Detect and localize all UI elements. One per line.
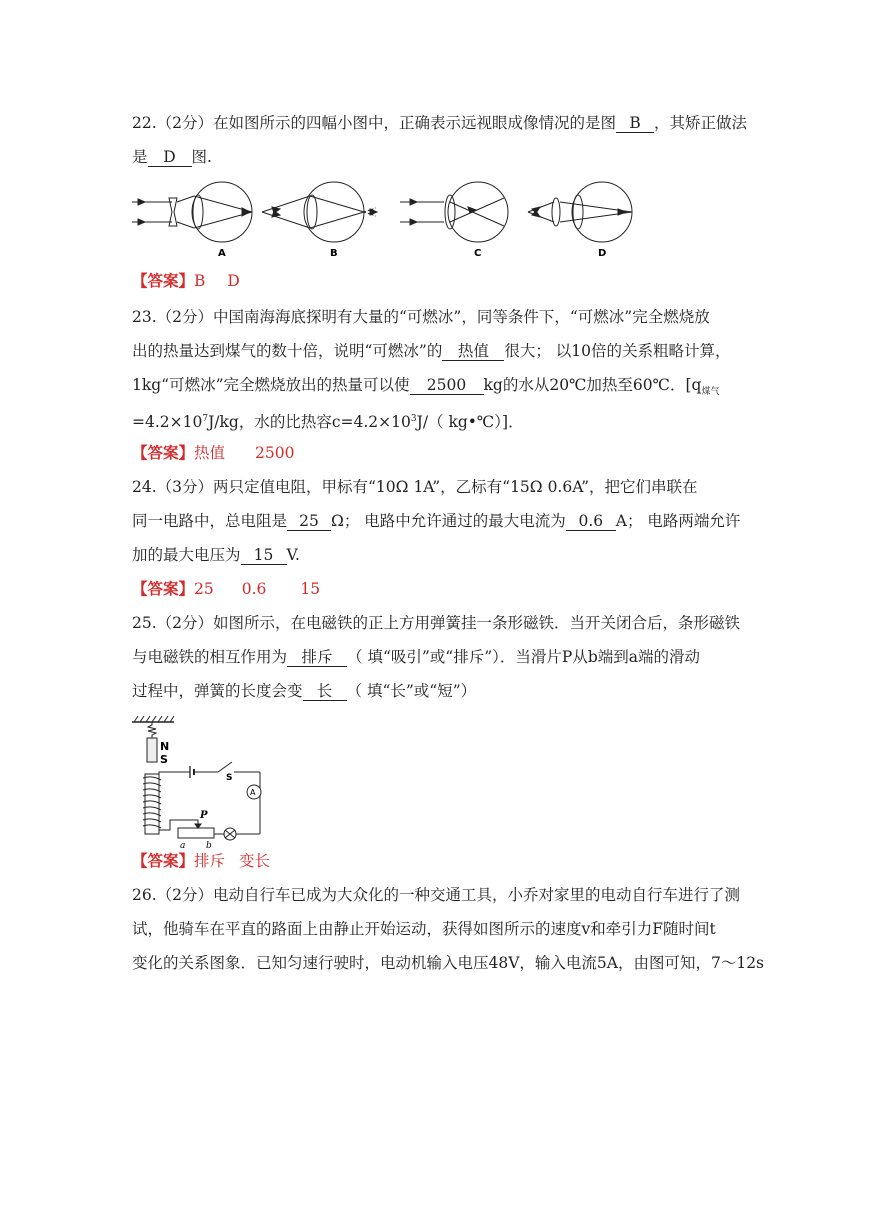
answer-value: 25 bbox=[194, 580, 214, 598]
q24-blank-3: 15 bbox=[241, 546, 287, 565]
q26-line-3: 变化的关系图象．已知匀速行驶时，电动机输入电压48V，输入电流5A，由图可知，7～12s bbox=[132, 954, 765, 972]
q23-line-3 bbox=[132, 374, 719, 403]
q25-text: 与电磁铁的相互作用为 bbox=[132, 648, 288, 666]
q22-text: ，其矫正做法 bbox=[654, 114, 748, 132]
magnet-label-s: S bbox=[160, 753, 168, 766]
q25-answer bbox=[132, 850, 270, 872]
q24-text: Ω； 电路中允许通过的最大电流为 bbox=[331, 512, 566, 530]
switch-lever bbox=[218, 762, 232, 772]
q23-line-1: 23.（2分）中国南海海底探明有大量的“可燃冰”，同等条件下，“可燃冰”完全燃烧放 bbox=[132, 308, 710, 326]
q24-blank-1: 25 bbox=[287, 512, 331, 531]
q26-line-2: 试，他骑车在平直的路面上由静止开始运动，获得如图所示的速度v和牵引力F随时间t bbox=[132, 920, 716, 938]
ammeter-label: A bbox=[250, 788, 256, 797]
q25-line-3 bbox=[132, 680, 476, 702]
q24-text: 同一电路中，总电阻是 bbox=[132, 512, 288, 530]
q24-line-1: 24.（3分）两只定值电阻，甲标有“10Ω 1A”，乙标有“15Ω 0.6A”，把它们串联在 bbox=[132, 478, 698, 496]
q25-blank-1: 排斥 bbox=[287, 648, 347, 667]
answer-value: 15 bbox=[300, 580, 321, 598]
answer-value: D bbox=[227, 272, 240, 290]
q22-blank-1: B bbox=[616, 114, 654, 133]
q24-text: 加的最大电压为 bbox=[132, 546, 241, 564]
fig-label-d: D bbox=[598, 248, 607, 259]
answer-tag: 【答案】 bbox=[132, 579, 195, 598]
eye-diagram-c bbox=[400, 182, 508, 242]
q23-line-4 bbox=[132, 408, 524, 433]
q25-text: 过程中，弹簧的长度会变 bbox=[132, 682, 303, 700]
fig-label-b: B bbox=[330, 248, 338, 259]
q26-line-1: 26.（2分）电动自行车已成为大众化的一种交通工具，小乔对家里的电动自行车进行了测 bbox=[132, 886, 741, 904]
eye-diagram-b bbox=[262, 182, 377, 242]
slider-label-p: P bbox=[200, 810, 208, 821]
answer-value: 2500 bbox=[255, 444, 295, 462]
answer-tag: 【答案】 bbox=[132, 271, 195, 290]
q24-text: V. bbox=[286, 546, 300, 564]
answer-value: 热值 bbox=[194, 444, 226, 462]
q24-line-3 bbox=[132, 544, 300, 566]
fig-label-a: A bbox=[218, 248, 226, 259]
q25-text: （ 填“长”或“短”） bbox=[346, 682, 477, 700]
q23-text: J/（ kg•℃）]． bbox=[416, 413, 524, 432]
q25-line-1: 25.（2分）如图所示，在电磁铁的正上方用弹簧挂一条形磁铁．当开关闭合后，条形磁铁 bbox=[132, 614, 741, 632]
q23-blank-2: 2500 bbox=[410, 376, 484, 395]
q24-blank-2: 0.6 bbox=[566, 512, 616, 531]
q23-superscript: 3 bbox=[410, 414, 417, 424]
bar-magnet bbox=[147, 738, 157, 762]
q24-line-2 bbox=[132, 510, 740, 532]
rheostat-label-a: a bbox=[180, 841, 186, 851]
q23-text: J/kg，水的比热容c=4.2×10 bbox=[208, 413, 411, 432]
answer-value: 0.6 bbox=[241, 580, 267, 598]
spring bbox=[148, 722, 156, 738]
q23-line-2 bbox=[132, 340, 731, 362]
electromagnet-circuit-figure bbox=[130, 714, 270, 851]
eye-diagram-d bbox=[528, 182, 632, 242]
q22-text: 是 bbox=[132, 148, 148, 166]
q23-subscript: 煤气 bbox=[701, 387, 720, 398]
q23-blank-1: 热值 bbox=[442, 342, 504, 361]
q22-line-2 bbox=[132, 146, 212, 168]
q23-superscript: 7 bbox=[202, 414, 209, 424]
answer-tag: 【答案】 bbox=[132, 443, 195, 462]
q23-text: =4.2×10 bbox=[132, 413, 203, 432]
answer-value: B bbox=[194, 272, 206, 290]
q22-text: 图. bbox=[191, 148, 212, 166]
eye-diagram-a bbox=[132, 182, 252, 242]
rheostat-label-b: b bbox=[206, 841, 212, 851]
answer-value: 排斥 bbox=[194, 852, 226, 870]
q25-text: （ 填“吸引”或“排斥”）．当滑片P从b端到a端的滑动 bbox=[347, 648, 700, 666]
magnet-label-n: N bbox=[160, 740, 170, 753]
answer-value: 变长 bbox=[239, 852, 271, 870]
q25-blank-2: 长 bbox=[303, 682, 347, 701]
q23-text: 很大； 以10倍的关系粗略计算， bbox=[504, 342, 731, 360]
q23-text: 出的热量达到煤气的数十倍，说明“可燃冰”的 bbox=[132, 342, 443, 360]
fig-label-c: C bbox=[474, 248, 482, 259]
q22-text: 22.（2分）在如图所示的四幅小图中，正确表示远视眼成像情况的是图 bbox=[132, 114, 617, 132]
eye-diagrams-figure bbox=[132, 182, 642, 262]
q25-line-2 bbox=[132, 646, 700, 668]
switch-label: S bbox=[226, 773, 233, 783]
q24-answer bbox=[132, 578, 320, 600]
q23-answer bbox=[132, 442, 294, 464]
q24-text: A； 电路两端允许 bbox=[615, 512, 741, 530]
answer-tag: 【答案】 bbox=[132, 851, 195, 870]
q22-blank-2: D bbox=[148, 148, 192, 167]
rheostat bbox=[178, 828, 214, 838]
q23-text: kg的水从20℃加热至60℃．[q bbox=[483, 376, 702, 394]
q22-answer bbox=[132, 270, 240, 292]
q22-line-1 bbox=[132, 112, 747, 134]
q23-text: 1kg“可燃冰”完全燃烧放出的热量可以使 bbox=[132, 376, 410, 394]
